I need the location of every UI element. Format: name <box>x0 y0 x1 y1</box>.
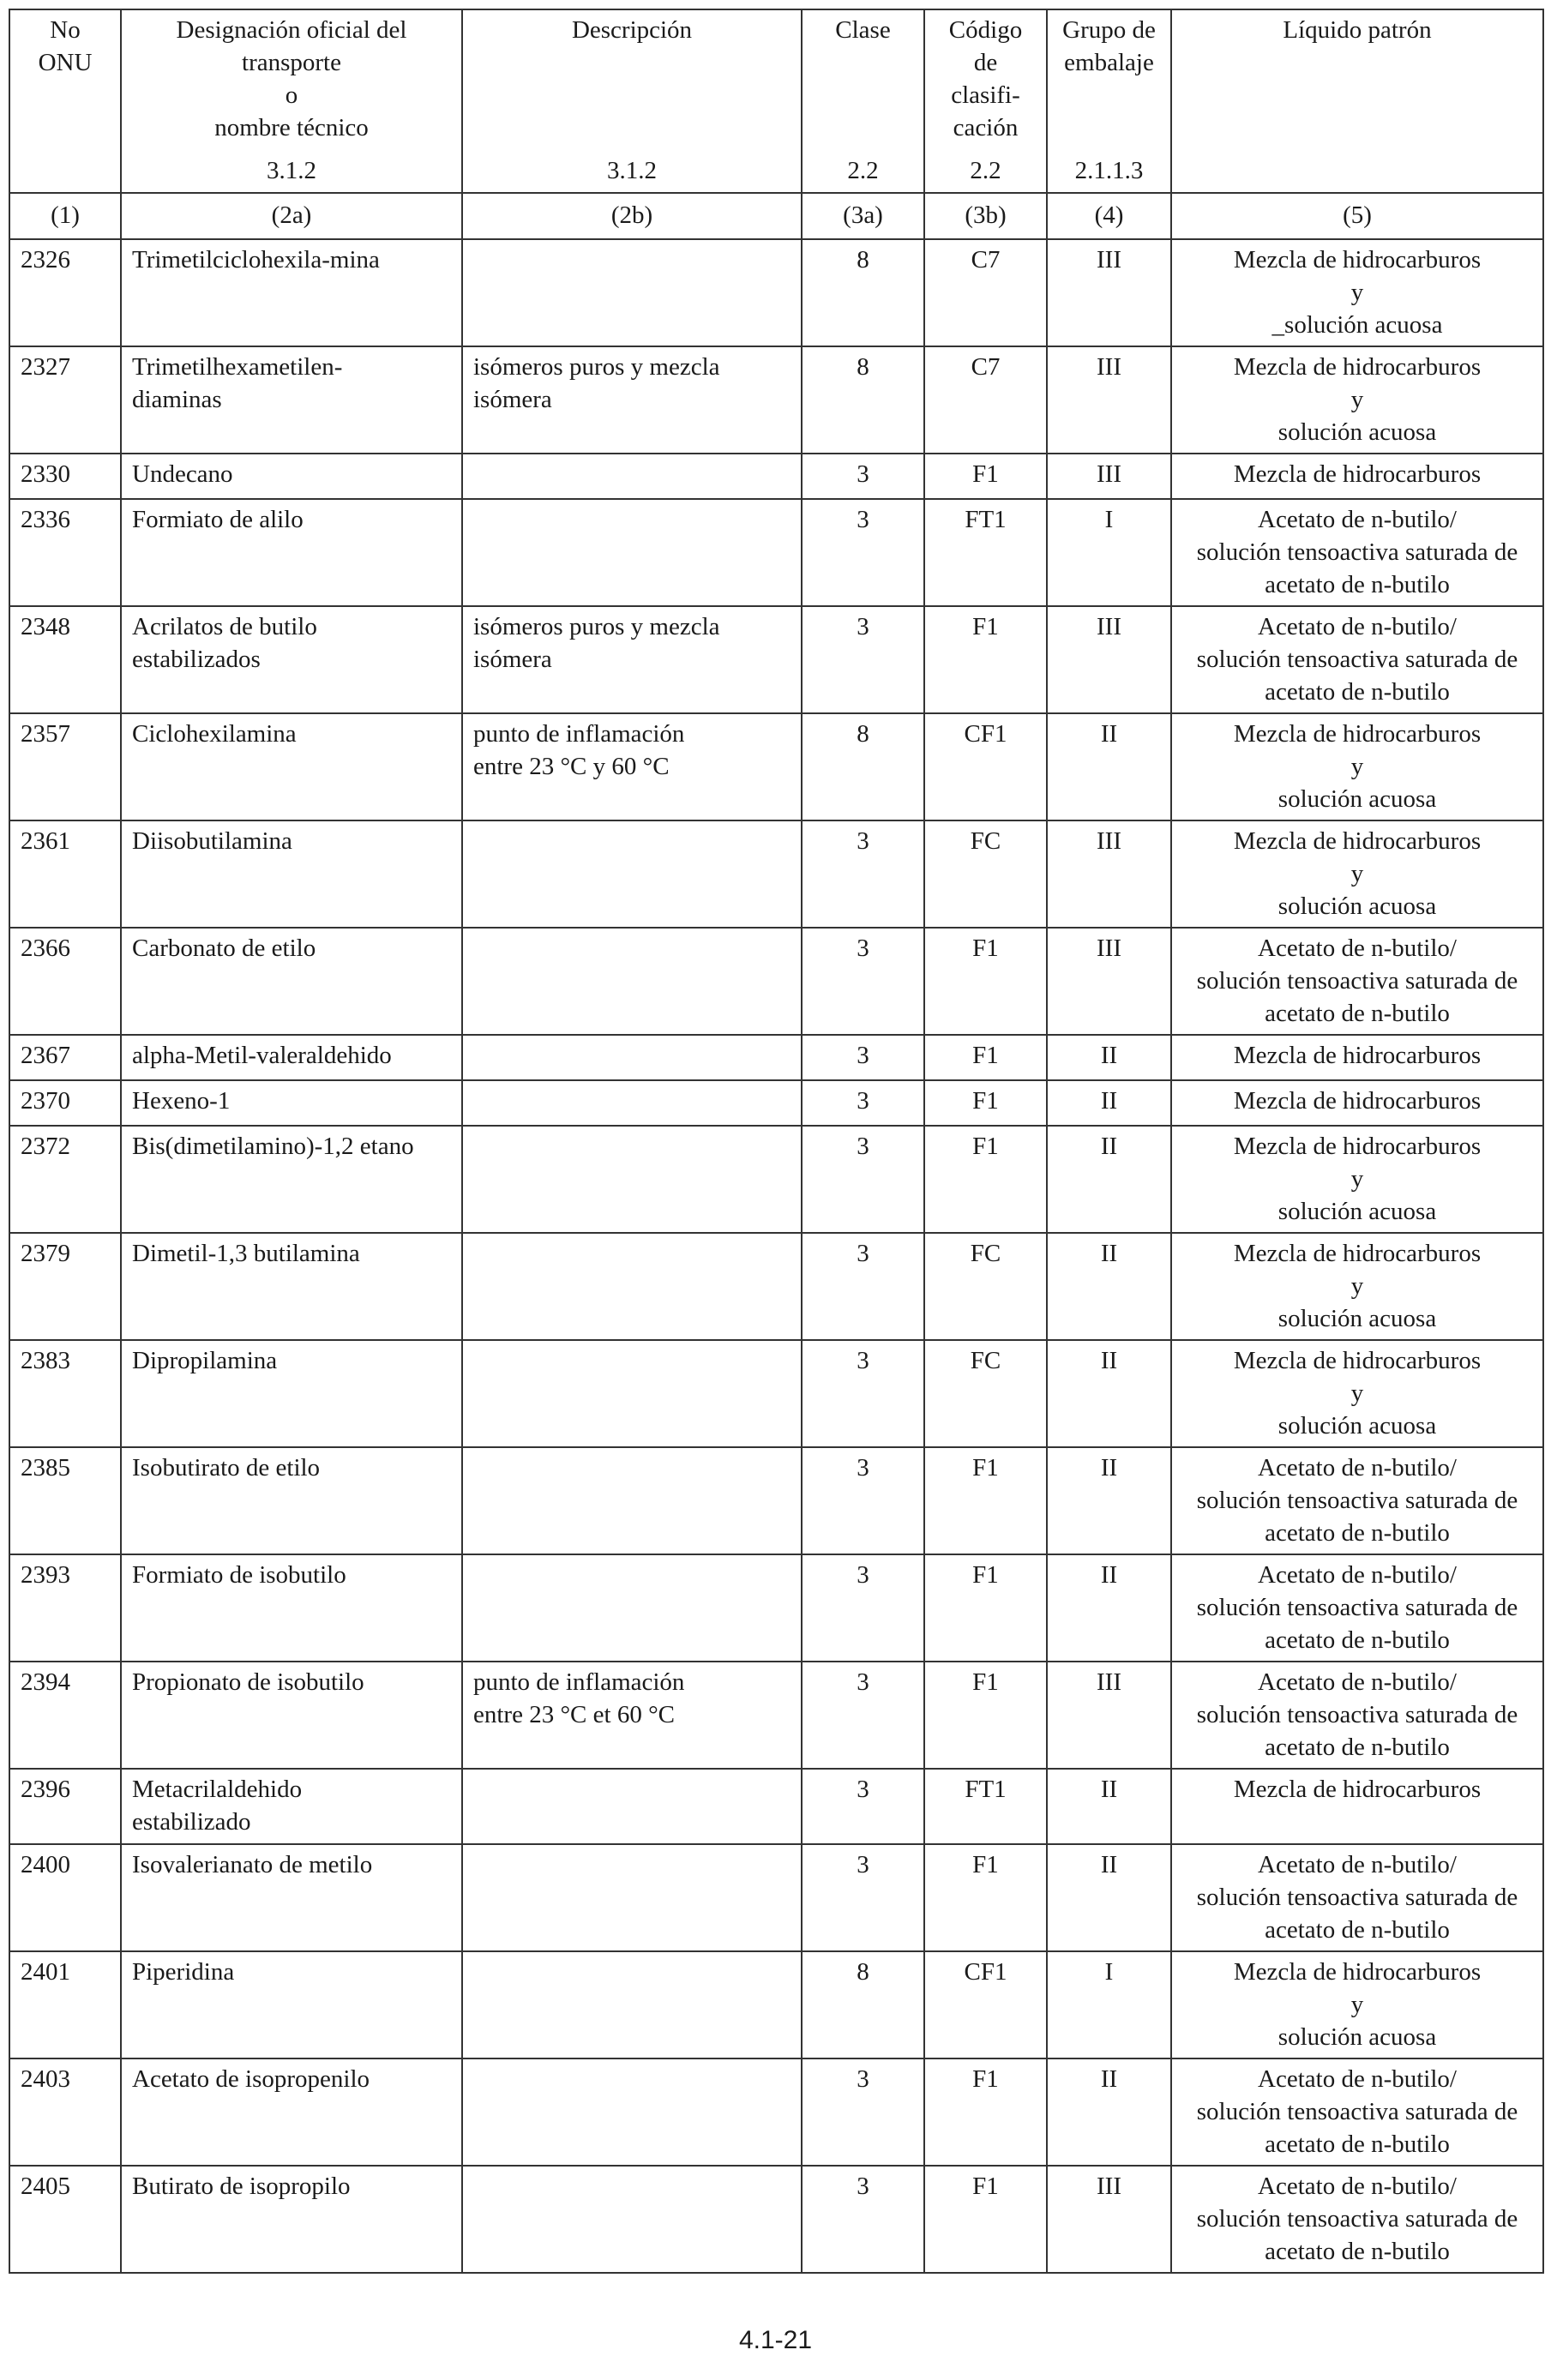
un-number-cell: 2393 <box>9 1554 121 1662</box>
class-cell: 3 <box>802 1126 924 1233</box>
packing-group-cell: III <box>1047 239 1171 346</box>
class-cell: 3 <box>802 606 924 713</box>
page-number: 4.1-21 <box>738 2326 813 2354</box>
column-number-row <box>9 193 1543 239</box>
un-number-cell: 2385 <box>9 1447 121 1554</box>
classification-code-cell: FC <box>924 1340 1047 1447</box>
un-number-cell: 2327 <box>9 346 121 454</box>
header-official-name: Designación oficial del transporte o nombre técnico 3.1.2 <box>121 9 462 193</box>
table-row <box>9 1554 1543 1662</box>
description-cell <box>462 1554 802 1662</box>
table-row <box>9 928 1543 1035</box>
class-cell: 3 <box>802 1662 924 1769</box>
classification-code-cell: F1 <box>924 1126 1047 1233</box>
header-standard-liquid: Líquido patrón <box>1171 9 1543 193</box>
un-number-cell: 2405 <box>9 2166 121 2273</box>
description-cell <box>462 499 802 606</box>
standard-liquid-cell: Acetato de n-butilo/ solución tensoactiva saturada de acetato de n-butilo <box>1171 2058 1543 2166</box>
description-cell <box>462 1126 802 1233</box>
packing-group-cell: III <box>1047 346 1171 454</box>
official-name-cell: Isovalerianato de metilo <box>121 1844 462 1951</box>
packing-group-cell: I <box>1047 1951 1171 2058</box>
un-number-cell: 2383 <box>9 1340 121 1447</box>
standard-liquid-cell: Mezcla de hidrocarburos y solución acuosa <box>1171 820 1543 928</box>
un-number-cell: 2357 <box>9 713 121 820</box>
table-row <box>9 499 1543 606</box>
standard-liquid-cell: Mezcla de hidrocarburos y solución acuosa <box>1171 1340 1543 1447</box>
standard-liquid-cell: Mezcla de hidrocarburos <box>1171 1769 1543 1844</box>
description-cell: punto de inflamación entre 23 °C et 60 °C <box>462 1662 802 1769</box>
packing-group-cell: II <box>1047 1126 1171 1233</box>
classification-code-cell: FT1 <box>924 499 1047 606</box>
official-name-cell: Ciclohexilamina <box>121 713 462 820</box>
class-cell: 3 <box>802 1554 924 1662</box>
header-description-ref: 3.1.2 <box>607 157 657 184</box>
classification-code-cell: F1 <box>924 1035 1047 1080</box>
packing-group-cell: II <box>1047 1340 1171 1447</box>
classification-code-cell: C7 <box>924 239 1047 346</box>
header-classification-code: Código de clasifi- cación 2.2 <box>924 9 1047 193</box>
official-name-cell: Dipropilamina <box>121 1340 462 1447</box>
official-name-cell: Formiato de isobutilo <box>121 1554 462 1662</box>
description-cell <box>462 1447 802 1554</box>
description-cell <box>462 1340 802 1447</box>
description-cell <box>462 2166 802 2273</box>
description-cell <box>462 928 802 1035</box>
un-number-cell: 2379 <box>9 1233 121 1340</box>
packing-group-cell: II <box>1047 1447 1171 1554</box>
table-row <box>9 2058 1543 2166</box>
packing-group-cell: III <box>1047 928 1171 1035</box>
header-packing-group: Grupo de embalaje 2.1.1.3 <box>1047 9 1171 193</box>
un-number-cell: 2370 <box>9 1080 121 1126</box>
classification-code-cell: F1 <box>924 1554 1047 1662</box>
un-number-cell: 2400 <box>9 1844 121 1951</box>
description-cell <box>462 1233 802 1340</box>
official-name-cell: Trimetilciclohexila-mina <box>121 239 462 346</box>
packing-group-cell: III <box>1047 820 1171 928</box>
packing-group-cell: III <box>1047 2166 1171 2273</box>
classification-code-cell: F1 <box>924 928 1047 1035</box>
official-name-cell: alpha-Metil-valeraldehido <box>121 1035 462 1080</box>
un-number-cell: 2372 <box>9 1126 121 1233</box>
un-number-cell: 2401 <box>9 1951 121 2058</box>
description-cell <box>462 820 802 928</box>
un-number-cell: 2403 <box>9 2058 121 2166</box>
packing-group-cell: II <box>1047 1035 1171 1080</box>
standard-liquid-cell: Mezcla de hidrocarburos y solución acuosa <box>1171 1233 1543 1340</box>
header-official-name-ref: 3.1.2 <box>267 157 316 184</box>
packing-group-cell: II <box>1047 713 1171 820</box>
packing-group-cell: II <box>1047 1554 1171 1662</box>
class-cell: 3 <box>802 454 924 499</box>
standard-liquid-cell: Acetato de n-butilo/ solución tensoactiva saturada de acetato de n-butilo <box>1171 2166 1543 2273</box>
class-cell: 3 <box>802 1080 924 1126</box>
packing-group-cell: II <box>1047 1769 1171 1844</box>
substances-table <box>9 9 1544 2274</box>
class-cell: 3 <box>802 1340 924 1447</box>
table-row <box>9 713 1543 820</box>
table-row <box>9 346 1543 454</box>
table-row <box>9 454 1543 499</box>
description-cell <box>462 454 802 499</box>
official-name-cell: Carbonato de etilo <box>121 928 462 1035</box>
standard-liquid-cell: Mezcla de hidrocarburos <box>1171 1080 1543 1126</box>
classification-code-cell: F1 <box>924 1844 1047 1951</box>
table-body <box>9 239 1543 2273</box>
classification-code-cell: F1 <box>924 1447 1047 1554</box>
column-number: (5) <box>1171 193 1543 239</box>
header-row <box>9 9 1543 193</box>
official-name-cell: Formiato de alilo <box>121 499 462 606</box>
table-row <box>9 1769 1543 1844</box>
header-class: Clase 2.2 <box>802 9 924 193</box>
table-row <box>9 1035 1543 1080</box>
official-name-cell: Propionato de isobutilo <box>121 1662 462 1769</box>
classification-code-cell: FC <box>924 820 1047 928</box>
table-row <box>9 1080 1543 1126</box>
header-classification-code-ref: 2.2 <box>970 157 1001 184</box>
table-row <box>9 1233 1543 1340</box>
table-row <box>9 1662 1543 1769</box>
official-name-cell: Undecano <box>121 454 462 499</box>
table-row <box>9 2166 1543 2273</box>
standard-liquid-cell: Mezcla de hidrocarburos y solución acuosa <box>1171 1126 1543 1233</box>
official-name-cell: Hexeno-1 <box>121 1080 462 1126</box>
table-row <box>9 1447 1543 1554</box>
packing-group-cell: III <box>1047 454 1171 499</box>
classification-code-cell: CF1 <box>924 1951 1047 2058</box>
description-cell: punto de inflamación entre 23 °C y 60 °C <box>462 713 802 820</box>
class-cell: 3 <box>802 1769 924 1844</box>
classification-code-cell: F1 <box>924 2058 1047 2166</box>
class-cell: 8 <box>802 713 924 820</box>
class-cell: 8 <box>802 239 924 346</box>
official-name-cell: Metacrilaldehido estabilizado <box>121 1769 462 1844</box>
class-cell: 3 <box>802 820 924 928</box>
official-name-cell: Piperidina <box>121 1951 462 2058</box>
standard-liquid-cell: Acetato de n-butilo/ solución tensoactiva saturada de acetato de n-butilo <box>1171 1554 1543 1662</box>
standard-liquid-cell: Mezcla de hidrocarburos <box>1171 1035 1543 1080</box>
classification-code-cell: F1 <box>924 2166 1047 2273</box>
column-number: (3a) <box>802 193 924 239</box>
description-cell <box>462 1080 802 1126</box>
official-name-cell: Acetato de isopropenilo <box>121 2058 462 2166</box>
table-row <box>9 1844 1543 1951</box>
standard-liquid-cell: Mezcla de hidrocarburos <box>1171 454 1543 499</box>
table-row <box>9 606 1543 713</box>
standard-liquid-cell: Acetato de n-butilo/ solución tensoactiva saturada de acetato de n-butilo <box>1171 928 1543 1035</box>
description-cell <box>462 1035 802 1080</box>
column-number: (1) <box>9 193 121 239</box>
official-name-cell: Dimetil-1,3 butilamina <box>121 1233 462 1340</box>
packing-group-cell: III <box>1047 606 1171 713</box>
table-row <box>9 1951 1543 2058</box>
standard-liquid-cell: Acetato de n-butilo/ solución tensoactiva saturada de acetato de n-butilo <box>1171 606 1543 713</box>
description-cell <box>462 239 802 346</box>
classification-code-cell: FT1 <box>924 1769 1047 1844</box>
column-number: (2a) <box>121 193 462 239</box>
description-cell <box>462 1951 802 2058</box>
official-name-cell: Trimetilhexametilen- diaminas <box>121 346 462 454</box>
table-row <box>9 1126 1543 1233</box>
standard-liquid-cell: Mezcla de hidrocarburos y solución acuosa <box>1171 1951 1543 2058</box>
class-cell: 3 <box>802 928 924 1035</box>
standard-liquid-cell: Acetato de n-butilo/ solución tensoactiva saturada de acetato de n-butilo <box>1171 499 1543 606</box>
classification-code-cell: F1 <box>924 1662 1047 1769</box>
class-cell: 3 <box>802 2166 924 2273</box>
description-cell <box>462 1844 802 1951</box>
classification-code-cell: CF1 <box>924 713 1047 820</box>
description-cell: isómeros puros y mezcla isómera <box>462 606 802 713</box>
packing-group-cell: III <box>1047 1662 1171 1769</box>
description-cell: isómeros puros y mezcla isómera <box>462 346 802 454</box>
official-name-cell: Isobutirato de etilo <box>121 1447 462 1554</box>
header-packing-group-ref: 2.1.1.3 <box>1074 157 1144 184</box>
standard-liquid-cell: Mezcla de hidrocarburos y _solución acuosa <box>1171 239 1543 346</box>
column-number: (2b) <box>462 193 802 239</box>
header-description: Descripción 3.1.2 <box>462 9 802 193</box>
official-name-cell: Diisobutilamina <box>121 820 462 928</box>
official-name-cell: Acrilatos de butilo estabilizados <box>121 606 462 713</box>
header-un-number: No ONU <box>9 9 121 193</box>
un-number-cell: 2394 <box>9 1662 121 1769</box>
standard-liquid-cell: Mezcla de hidrocarburos y solución acuosa <box>1171 346 1543 454</box>
classification-code-cell: FC <box>924 1233 1047 1340</box>
un-number-cell: 2367 <box>9 1035 121 1080</box>
description-cell <box>462 1769 802 1844</box>
header-class-ref: 2.2 <box>847 157 879 184</box>
packing-group-cell: II <box>1047 1233 1171 1340</box>
class-cell: 3 <box>802 2058 924 2166</box>
standard-liquid-cell: Acetato de n-butilo/ solución tensoactiva saturada de acetato de n-butilo <box>1171 1447 1543 1554</box>
standard-liquid-cell: Mezcla de hidrocarburos y solución acuosa <box>1171 713 1543 820</box>
table-row <box>9 820 1543 928</box>
standard-liquid-cell: Acetato de n-butilo/ solución tensoactiva saturada de acetato de n-butilo <box>1171 1662 1543 1769</box>
classification-code-cell: C7 <box>924 346 1047 454</box>
un-number-cell: 2396 <box>9 1769 121 1844</box>
column-number: (3b) <box>924 193 1047 239</box>
table-row <box>9 239 1543 346</box>
un-number-cell: 2330 <box>9 454 121 499</box>
un-number-cell: 2336 <box>9 499 121 606</box>
un-number-cell: 2361 <box>9 820 121 928</box>
class-cell: 3 <box>802 1035 924 1080</box>
standard-liquid-cell: Acetato de n-butilo/ solución tensoactiva saturada de acetato de n-butilo <box>1171 1844 1543 1951</box>
class-cell: 3 <box>802 499 924 606</box>
packing-group-cell: II <box>1047 1080 1171 1126</box>
class-cell: 3 <box>802 1447 924 1554</box>
class-cell: 3 <box>802 1233 924 1340</box>
packing-group-cell: II <box>1047 2058 1171 2166</box>
packing-group-cell: I <box>1047 499 1171 606</box>
class-cell: 8 <box>802 1951 924 2058</box>
un-number-cell: 2366 <box>9 928 121 1035</box>
packing-group-cell: II <box>1047 1844 1171 1951</box>
classification-code-cell: F1 <box>924 1080 1047 1126</box>
table-row <box>9 1340 1543 1447</box>
description-cell <box>462 2058 802 2166</box>
class-cell: 8 <box>802 346 924 454</box>
official-name-cell: Bis(dimetilamino)-1,2 etano <box>121 1126 462 1233</box>
official-name-cell: Butirato de isopropilo <box>121 2166 462 2273</box>
class-cell: 3 <box>802 1844 924 1951</box>
classification-code-cell: F1 <box>924 606 1047 713</box>
un-number-cell: 2348 <box>9 606 121 713</box>
un-number-cell: 2326 <box>9 239 121 346</box>
classification-code-cell: F1 <box>924 454 1047 499</box>
column-number: (4) <box>1047 193 1171 239</box>
